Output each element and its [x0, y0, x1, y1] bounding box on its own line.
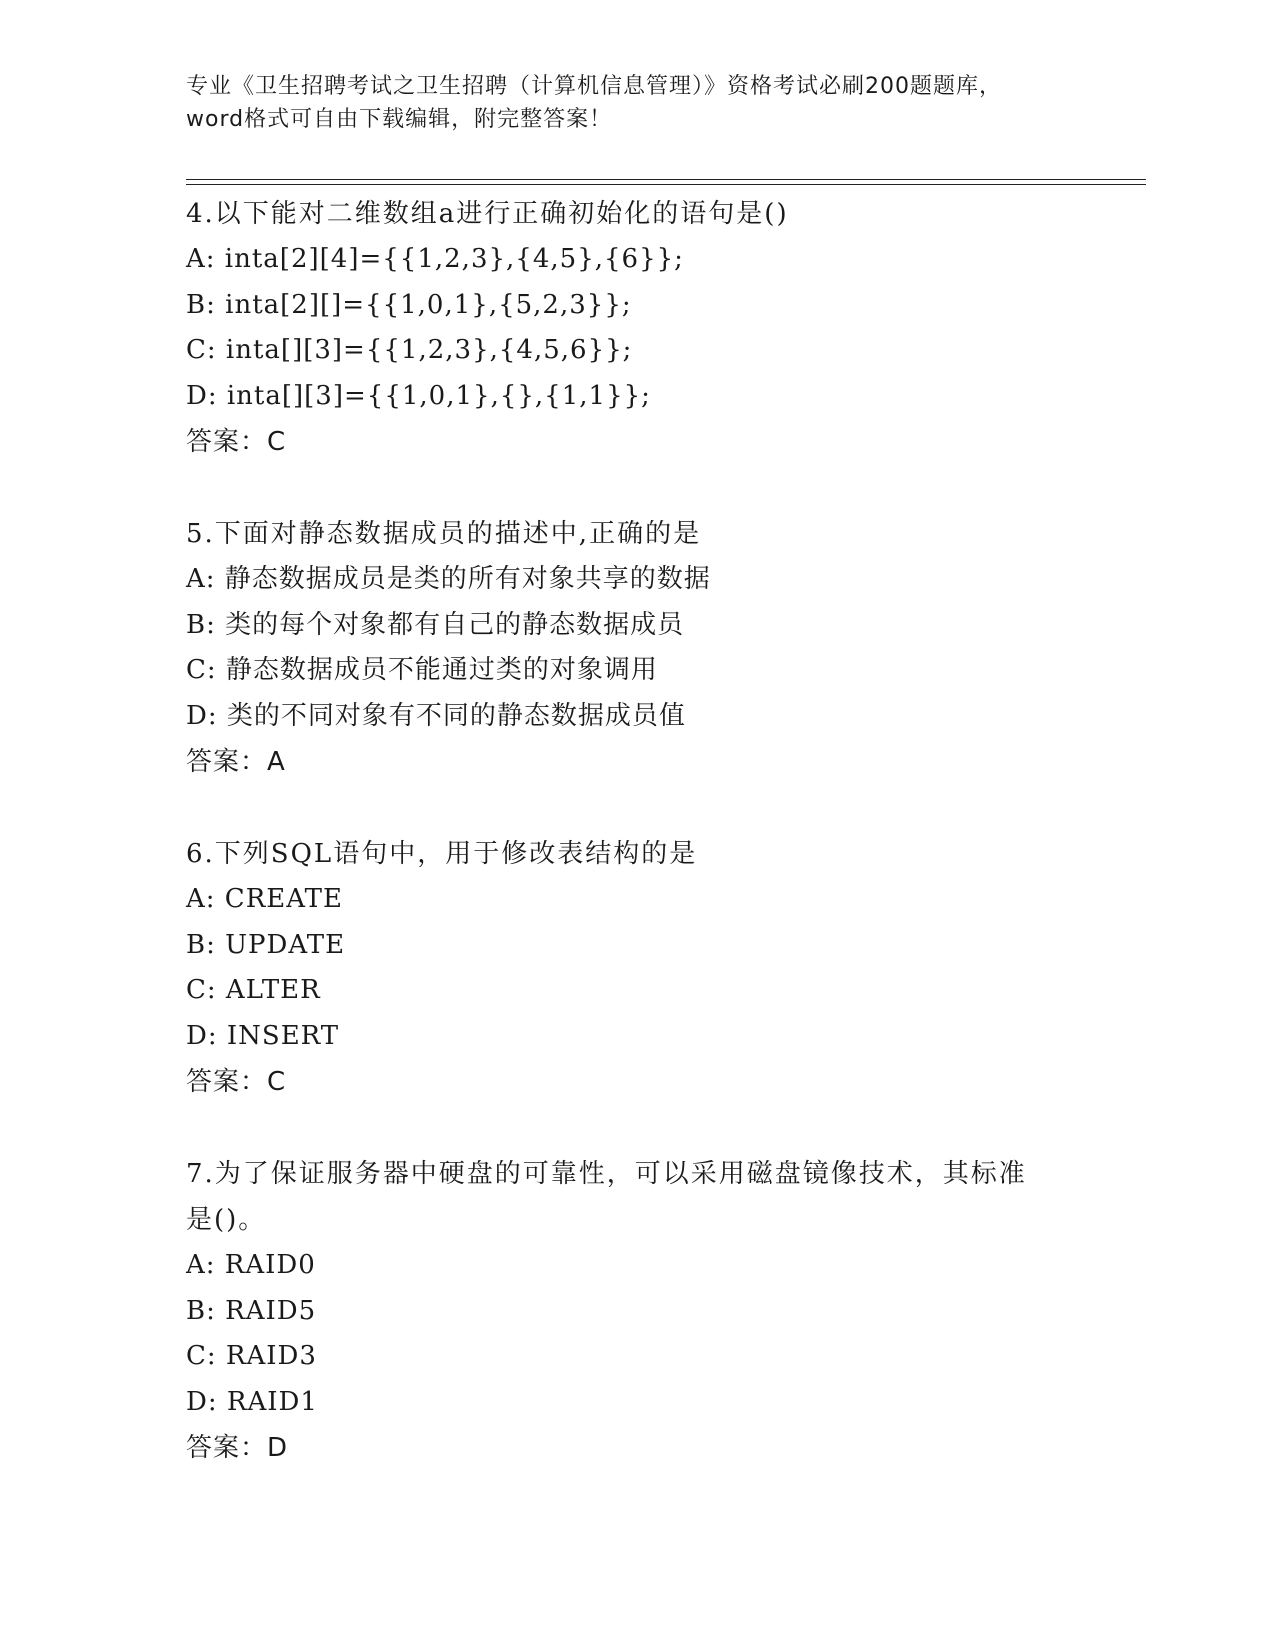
answer-key: 答案：D: [186, 1433, 289, 1463]
header-title-line-1: 专业《卫生招聘考试之卫生招聘（计算机信息管理）》资格考试必刷200题题库，: [186, 74, 1002, 99]
answer-option: A: 静态数据成员是类的所有对象共享的数据: [186, 564, 711, 594]
question-block: [186, 831, 1106, 1105]
answer-option: D: inta[][3]={{1,0,1},{},{1,1}};: [186, 380, 651, 411]
answer-option: C: 静态数据成员不能通过类的对象调用: [186, 655, 658, 685]
answer-option: C: ALTER: [186, 975, 321, 1005]
question-block: [186, 191, 1106, 465]
answer-option: A: RAID0: [186, 1250, 316, 1280]
answer-option: D: INSERT: [186, 1020, 340, 1051]
answer-option: C: inta[][3]={{1,2,3},{4,5,6}};: [186, 335, 633, 365]
question-stem: 是()。: [186, 1205, 267, 1235]
question-list: [186, 191, 1106, 1517]
header-divider-top: [186, 179, 1146, 180]
question-stem: 5.下面对静态数据成员的描述中,正确的是: [186, 519, 702, 549]
answer-option: D: RAID1: [186, 1386, 318, 1417]
document-header: [186, 70, 1086, 136]
question-block: [186, 511, 1106, 785]
answer-option: A: CREATE: [186, 884, 343, 914]
answer-option: A: inta[2][4]={{1,2,3},{4,5},{6}};: [186, 244, 684, 274]
answer-option: D: 类的不同对象有不同的静态数据成员值: [186, 700, 686, 731]
answer-key: 答案：A: [186, 747, 286, 777]
question-stem: 6.下列SQL语句中，用于修改表结构的是: [186, 839, 698, 869]
question-stem: 7.为了保证服务器中硬盘的可靠性，可以采用磁盘镜像技术，其标准: [186, 1159, 1027, 1189]
header-title-line-2: word格式可自由下载编辑，附完整答案！: [186, 107, 613, 132]
answer-option: B: UPDATE: [186, 929, 346, 960]
answer-option: C: RAID3: [186, 1341, 317, 1371]
answer-key: 答案：C: [186, 1067, 287, 1097]
answer-option: B: inta[2][]={{1,0,1},{5,2,3}};: [186, 289, 632, 320]
header-divider-bottom: [186, 184, 1146, 185]
answer-option: B: 类的每个对象都有自己的静态数据成员: [186, 609, 685, 640]
answer-option: B: RAID5: [186, 1295, 317, 1326]
question-block: [186, 1151, 1106, 1471]
question-stem: 4.以下能对二维数组a进行正确初始化的语句是(): [186, 199, 789, 229]
answer-key: 答案：C: [186, 427, 287, 457]
